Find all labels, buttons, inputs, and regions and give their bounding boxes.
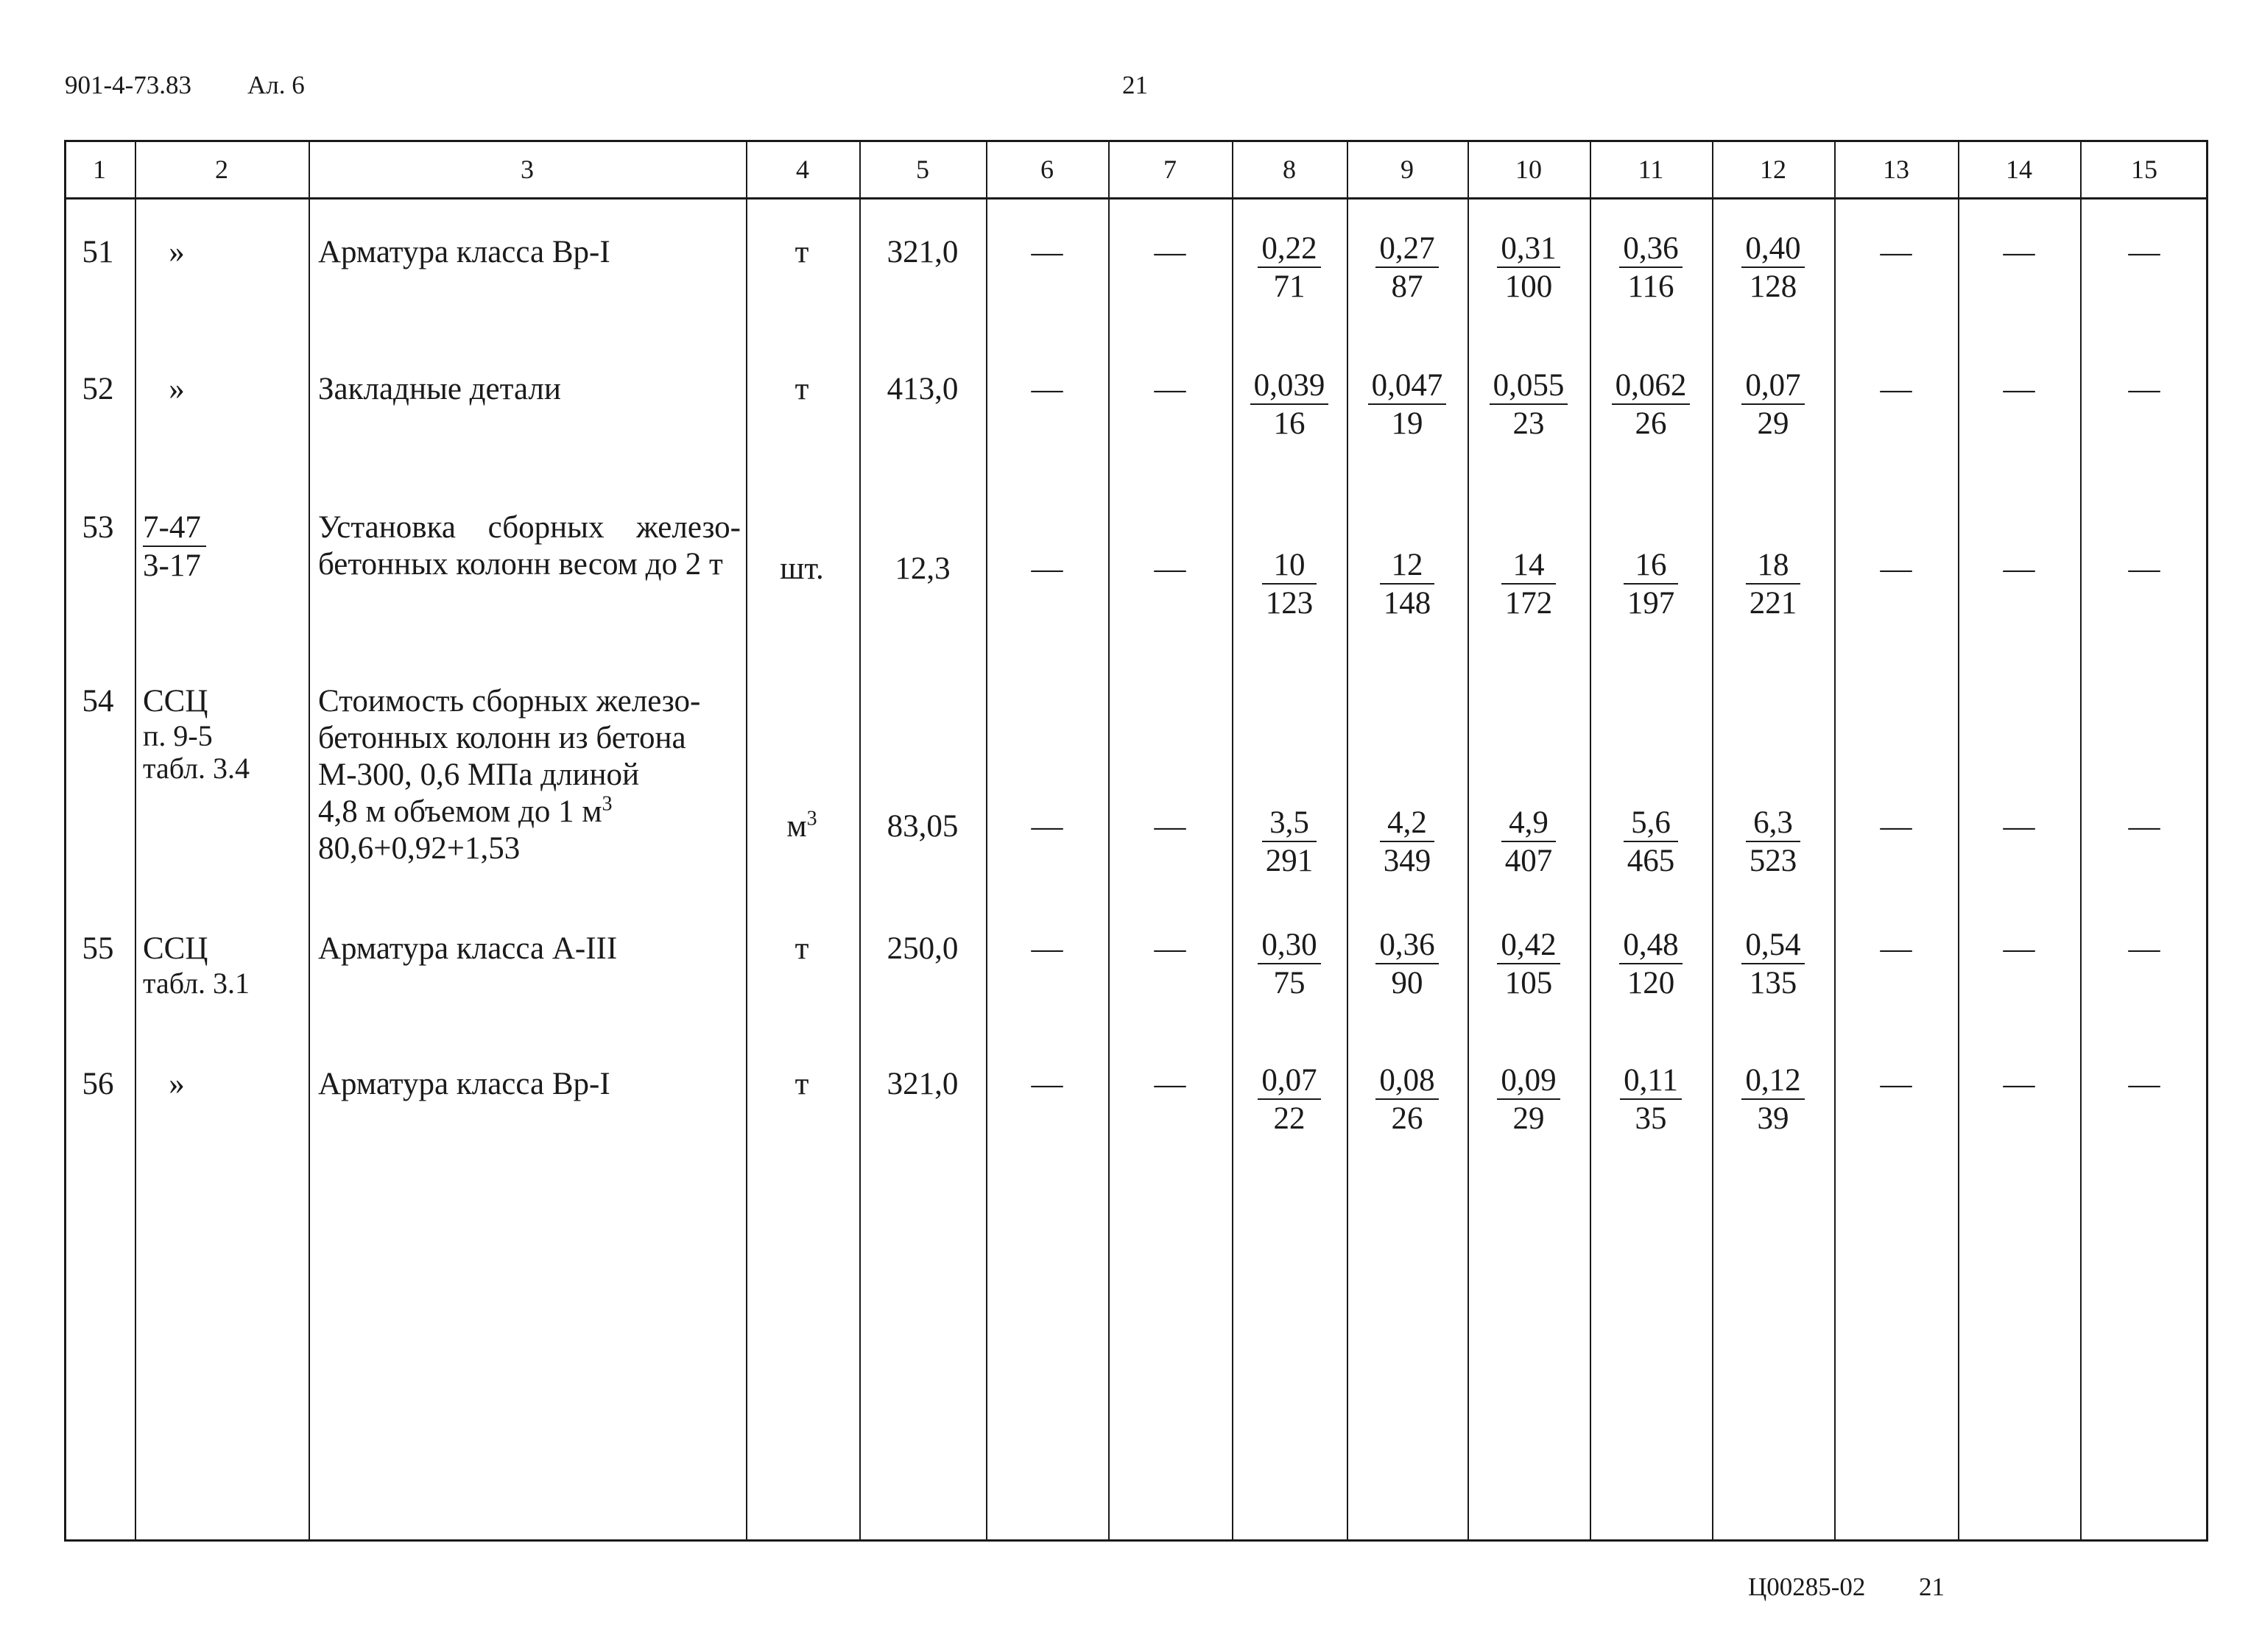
- column-number: 5: [916, 155, 929, 184]
- fraction-bar: [1746, 583, 1801, 585]
- reference-ditto: »: [169, 235, 185, 269]
- empty-value-dash: —: [1031, 1067, 1063, 1101]
- footer-page-number: 21: [1919, 1572, 1945, 1601]
- description-line: М-300, 0,6 МПа длиной: [318, 758, 640, 792]
- column-divider: [859, 140, 861, 1542]
- cost-fraction: [1232, 1063, 1347, 1136]
- reference-source: ССЦ: [143, 684, 208, 719]
- fraction-numerator: 0,07: [1261, 1063, 1317, 1098]
- unit-price: 250,0: [887, 931, 959, 966]
- column-number: 12: [1760, 155, 1786, 184]
- fraction-denominator: 105: [1504, 966, 1553, 1000]
- fraction-numerator: 16: [1635, 548, 1667, 582]
- column-number: 1: [93, 155, 106, 184]
- empty-value-dash: —: [1880, 551, 1912, 586]
- fraction-denominator: 197: [1627, 586, 1675, 621]
- fraction-numerator: 0,08: [1379, 1063, 1435, 1098]
- fraction-numerator: 18: [1757, 548, 1789, 582]
- fraction-denominator: 291: [1265, 844, 1314, 878]
- cost-fraction: [1347, 928, 1468, 1000]
- cost-fraction: [1468, 231, 1590, 304]
- row-number: 51: [82, 235, 114, 269]
- fraction-numerator: 0,047: [1371, 368, 1443, 403]
- fraction-bar: [1619, 963, 1682, 964]
- column-divider: [309, 140, 310, 1542]
- cost-fraction: [1347, 368, 1468, 441]
- empty-value-dash: —: [1154, 1067, 1186, 1101]
- header-divider: [64, 197, 2208, 200]
- footer-code: Ц00285-02: [1748, 1572, 1866, 1601]
- empty-value-dash: —: [2003, 931, 2035, 966]
- cost-fraction: [1590, 1063, 1712, 1136]
- empty-value-dash: —: [2003, 551, 2035, 586]
- fraction-denominator: 22: [1273, 1101, 1306, 1136]
- empty-value-dash: —: [1031, 551, 1063, 586]
- fraction-numerator: 4,9: [1509, 805, 1548, 840]
- cost-fraction: [1468, 805, 1590, 878]
- fraction-denominator: 135: [1749, 966, 1797, 1000]
- fraction-bar: [1497, 266, 1560, 268]
- unit: [745, 808, 859, 845]
- unit: т: [794, 1067, 809, 1101]
- fraction-bar: [1497, 963, 1560, 964]
- column-number: 15: [2131, 155, 2157, 184]
- fraction-bar: [1741, 266, 1804, 268]
- fraction-denominator: 29: [1757, 406, 1789, 441]
- cost-fraction: [1232, 368, 1347, 441]
- empty-value-dash: —: [2128, 809, 2160, 844]
- empty-value-dash: —: [1031, 809, 1063, 844]
- fraction-bar: [1746, 841, 1801, 842]
- fraction-denominator: 71: [1273, 269, 1306, 304]
- cost-fraction: [1468, 368, 1590, 441]
- column-divider: [135, 140, 136, 1542]
- fraction-bar: [1741, 1098, 1804, 1100]
- empty-value-dash: —: [2128, 372, 2160, 406]
- fraction-bar: [1501, 841, 1557, 842]
- fraction-numerator: 0,062: [1615, 368, 1687, 403]
- description-text: 4,8 м объемом до 1 м: [318, 794, 602, 829]
- cost-fraction: [1468, 548, 1590, 621]
- unit: т: [794, 931, 809, 966]
- fraction-numerator: 0,36: [1623, 231, 1679, 266]
- empty-value-dash: —: [1154, 931, 1186, 966]
- fraction-bar: [1258, 266, 1320, 268]
- fraction-denominator: 116: [1627, 269, 1674, 304]
- fraction-denominator: 19: [1391, 406, 1423, 441]
- fraction-bar: [1262, 583, 1317, 585]
- fraction-bar: [1375, 1098, 1438, 1100]
- column-number: 14: [2006, 155, 2032, 184]
- fraction-numerator: 0,12: [1745, 1063, 1801, 1098]
- fraction-bar: [1620, 1098, 1682, 1100]
- work-description: Закладные детали: [318, 372, 561, 406]
- fraction-numerator: 0,055: [1493, 368, 1565, 403]
- reference-numerator: 7-47: [143, 510, 201, 545]
- unit-superscript: 3: [806, 807, 817, 830]
- row-number: 55: [82, 931, 114, 966]
- cost-fraction: [1712, 231, 1834, 304]
- empty-value-dash: —: [1880, 372, 1912, 406]
- empty-value-dash: —: [1880, 235, 1912, 269]
- reference-fraction: [143, 510, 206, 583]
- work-description: Установка сборных железо-бетонных колонн весом до 2 т: [318, 510, 741, 582]
- fraction-numerator: 0,09: [1501, 1063, 1557, 1098]
- reference-code: [143, 509, 305, 583]
- fraction-bar: [1258, 1098, 1320, 1100]
- fraction-numerator: 0,30: [1261, 928, 1317, 962]
- document-code: 901-4-73.83: [65, 71, 192, 99]
- fraction-denominator: 221: [1749, 586, 1797, 621]
- unit-price: 83,05: [887, 809, 959, 844]
- description-line: 80,6+0,92+1,53: [318, 831, 521, 866]
- empty-value-dash: —: [1031, 235, 1063, 269]
- fraction-numerator: 12: [1391, 548, 1423, 582]
- cost-fraction: [1712, 805, 1834, 878]
- column-number: 7: [1163, 155, 1177, 184]
- unit-price: 321,0: [887, 235, 959, 269]
- column-number: 4: [796, 155, 809, 184]
- fraction-bar: [1501, 583, 1557, 585]
- fraction-numerator: 0,27: [1379, 231, 1435, 266]
- cost-fraction: [1712, 1063, 1834, 1136]
- fraction-bar: [143, 546, 206, 547]
- cost-fraction: [1468, 928, 1590, 1000]
- fraction-numerator: 0,42: [1501, 928, 1557, 962]
- cost-fraction: [1347, 805, 1468, 878]
- column-number: 11: [1638, 155, 1664, 184]
- empty-value-dash: —: [2128, 551, 2160, 586]
- fraction-denominator: 87: [1391, 269, 1423, 304]
- empty-value-dash: —: [1154, 551, 1186, 586]
- fraction-bar: [1619, 266, 1682, 268]
- empty-value-dash: —: [1880, 1067, 1912, 1101]
- row-number: 52: [82, 372, 114, 406]
- column-number: 8: [1283, 155, 1296, 184]
- empty-value-dash: —: [1031, 372, 1063, 406]
- fraction-numerator: 0,40: [1745, 231, 1801, 266]
- fraction-bar: [1624, 841, 1679, 842]
- fraction-bar: [1250, 403, 1329, 405]
- fraction-bar: [1258, 963, 1320, 964]
- cost-fraction: [1468, 1063, 1590, 1136]
- fraction-bar: [1490, 403, 1568, 405]
- fraction-denominator: 120: [1627, 966, 1675, 1000]
- reference-ditto: »: [169, 1067, 185, 1101]
- empty-value-dash: —: [1880, 809, 1912, 844]
- work-description: Арматура класса А-III: [318, 931, 618, 966]
- reference-code: [143, 683, 305, 785]
- cost-fraction: [1590, 231, 1712, 304]
- fraction-bar: [1497, 1098, 1560, 1100]
- cost-fraction: [1232, 928, 1347, 1000]
- fraction-denominator: 100: [1504, 269, 1553, 304]
- unit: т: [794, 235, 809, 269]
- fraction-bar: [1375, 963, 1438, 964]
- empty-value-dash: —: [1031, 931, 1063, 966]
- fraction-denominator: 35: [1635, 1101, 1667, 1136]
- column-number: 2: [215, 155, 228, 184]
- cost-fraction: [1590, 928, 1712, 1000]
- fraction-denominator: 75: [1273, 966, 1306, 1000]
- fraction-numerator: 10: [1273, 548, 1306, 582]
- empty-value-dash: —: [2003, 809, 2035, 844]
- empty-value-dash: —: [1880, 931, 1912, 966]
- column-number: 13: [1883, 155, 1909, 184]
- fraction-bar: [1380, 583, 1435, 585]
- fraction-numerator: 0,07: [1745, 368, 1801, 403]
- row-number: 53: [82, 510, 114, 545]
- fraction-numerator: 0,36: [1379, 928, 1435, 962]
- fraction-denominator: 349: [1383, 844, 1431, 878]
- cost-fraction: [1590, 805, 1712, 878]
- fraction-bar: [1741, 403, 1804, 405]
- reference-source: ССЦ: [143, 931, 208, 966]
- sheet-label: Ал. 6: [247, 71, 305, 99]
- unit-text: м: [786, 809, 807, 844]
- fraction-bar: [1375, 266, 1438, 268]
- description-line: Стоимость сборных железо-: [318, 684, 701, 719]
- fraction-bar: [1380, 841, 1435, 842]
- fraction-numerator: 6,3: [1753, 805, 1793, 840]
- cost-fraction: [1232, 548, 1347, 621]
- unit-price: 321,0: [887, 1067, 959, 1101]
- row-number: 54: [82, 684, 114, 719]
- description-line: [318, 794, 741, 830]
- column-number: 10: [1515, 155, 1542, 184]
- unit-price: 12,3: [895, 551, 951, 586]
- empty-value-dash: —: [1154, 372, 1186, 406]
- empty-value-dash: —: [1154, 235, 1186, 269]
- cost-fraction: [1347, 548, 1468, 621]
- description-line: бетонных колонн из бетона: [318, 721, 686, 755]
- unit: т: [794, 372, 809, 406]
- fraction-denominator: 465: [1627, 844, 1675, 878]
- page-number: 21: [1122, 71, 1148, 99]
- fraction-denominator: 407: [1504, 844, 1553, 878]
- work-description: [318, 683, 741, 867]
- reference-table: табл. 3.1: [143, 967, 250, 1000]
- fraction-numerator: 0,11: [1624, 1063, 1678, 1098]
- empty-value-dash: —: [1154, 809, 1186, 844]
- fraction-numerator: 0,039: [1253, 368, 1325, 403]
- cost-fraction: [1712, 368, 1834, 441]
- empty-value-dash: —: [2128, 931, 2160, 966]
- row-number: 56: [82, 1067, 114, 1101]
- column-number: 3: [521, 155, 534, 184]
- reference-code: [143, 931, 305, 1000]
- fraction-denominator: 148: [1383, 586, 1431, 621]
- empty-value-dash: —: [2128, 1067, 2160, 1101]
- fraction-denominator: 26: [1391, 1101, 1423, 1136]
- work-description: Арматура класса Вр-I: [318, 235, 610, 269]
- fraction-denominator: 23: [1512, 406, 1545, 441]
- fraction-bar: [1262, 841, 1317, 842]
- cost-fraction: [1590, 368, 1712, 441]
- empty-value-dash: —: [2003, 372, 2035, 406]
- fraction-numerator: 5,6: [1631, 805, 1671, 840]
- fraction-denominator: 39: [1757, 1101, 1789, 1136]
- fraction-denominator: 29: [1512, 1101, 1545, 1136]
- unit: шт.: [780, 551, 824, 586]
- cost-fraction: [1347, 231, 1468, 304]
- column-number: 9: [1400, 155, 1414, 184]
- fraction-denominator: 90: [1391, 966, 1423, 1000]
- cost-fraction: [1590, 548, 1712, 621]
- fraction-denominator: 123: [1265, 586, 1314, 621]
- fraction-bar: [1368, 403, 1447, 405]
- reference-denominator: 3-17: [143, 548, 201, 583]
- fraction-bar: [1741, 963, 1804, 964]
- empty-value-dash: —: [2003, 1067, 2035, 1101]
- reference-clause: п. 9-5: [143, 719, 213, 752]
- fraction-denominator: 128: [1749, 269, 1797, 304]
- fraction-numerator: 0,31: [1501, 231, 1557, 266]
- fraction-bar: [1612, 403, 1691, 405]
- cost-fraction: [1232, 805, 1347, 878]
- fraction-bar: [1624, 583, 1679, 585]
- fraction-denominator: 26: [1635, 406, 1667, 441]
- unit-price: 413,0: [887, 372, 959, 406]
- cost-fraction: [1712, 548, 1834, 621]
- work-description: Арматура класса Вр-I: [318, 1067, 610, 1101]
- reference-ditto: »: [169, 372, 185, 406]
- cost-fraction: [1232, 231, 1347, 304]
- reference-table: табл. 3.4: [143, 752, 250, 785]
- fraction-numerator: 0,48: [1623, 928, 1679, 962]
- fraction-denominator: 16: [1273, 406, 1306, 441]
- column-number: 6: [1040, 155, 1054, 184]
- fraction-denominator: 172: [1504, 586, 1553, 621]
- fraction-numerator: 4,2: [1387, 805, 1427, 840]
- cost-fraction: [1347, 1063, 1468, 1136]
- empty-value-dash: —: [2003, 235, 2035, 269]
- cost-fraction: [1712, 928, 1834, 1000]
- fraction-numerator: 0,22: [1261, 231, 1317, 266]
- fraction-numerator: 14: [1512, 548, 1545, 582]
- fraction-denominator: 523: [1749, 844, 1797, 878]
- fraction-numerator: 0,54: [1745, 928, 1801, 962]
- superscript: 3: [602, 792, 613, 816]
- fraction-numerator: 3,5: [1269, 805, 1309, 840]
- empty-value-dash: —: [2128, 235, 2160, 269]
